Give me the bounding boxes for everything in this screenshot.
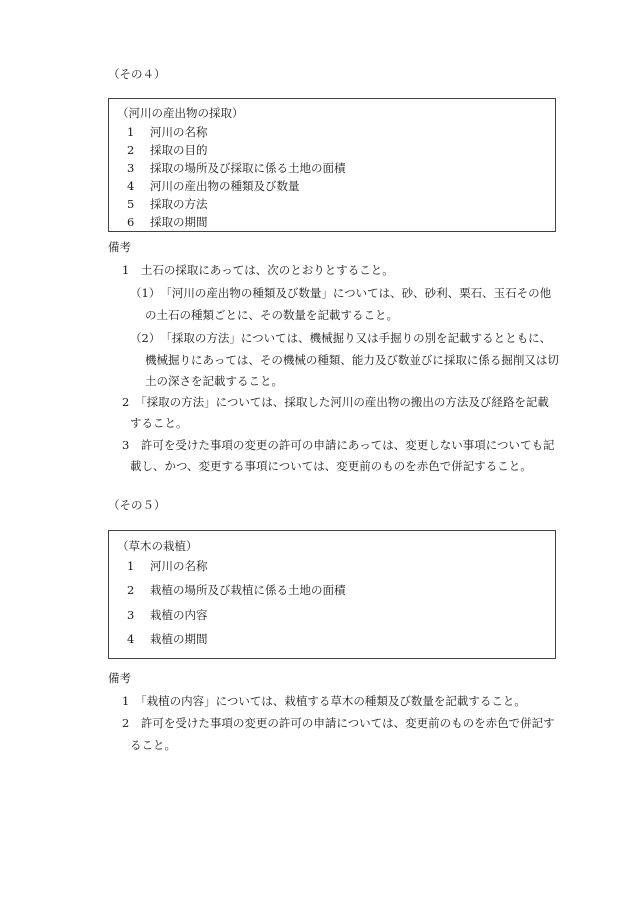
item-number: 3 (127, 608, 135, 622)
section-5-box-title: （草木の栽植） (117, 539, 198, 553)
section-4-notes-heading: 備考 (108, 240, 131, 254)
item-text: 採取の目的 (150, 143, 208, 157)
section-4-box (108, 98, 556, 232)
note-line: （2） 「採取の方法」については、機械掘り又は手掘りの別を記載するとともに、 (130, 331, 552, 345)
note-line: 機械掘りにあっては、その機械の種類、能力及び数並びに採取に係る掘削又は切 (145, 353, 559, 367)
item-text: 河川の名称 (150, 125, 208, 139)
section-4-label: （その４） (108, 67, 166, 81)
note-line: 1 「栽植の内容」については、栽植する草木の種類及び数量を記載すること。 (122, 694, 526, 708)
item-text: 河川の名称 (150, 559, 208, 573)
note-line: 土の深さを記載すること。 (145, 374, 283, 388)
note-line: （1） 「河川の産出物の種類及び数量」については、砂、砂利、栗石、玉石その他 (130, 286, 552, 300)
section-5-label: （その５） (108, 498, 166, 512)
item-number: 1 (127, 559, 135, 573)
note-line: 2 「採取の方法」については、採取した河川の産出物の搬出の方法及び経路を記載 (122, 395, 549, 409)
item-number: 4 (127, 632, 135, 646)
section-5-box (108, 530, 556, 659)
item-text: 河川の産出物の種類及び数量 (150, 179, 300, 193)
item-number: 2 (127, 143, 135, 157)
item-number: 6 (127, 215, 135, 229)
item-number: 5 (127, 197, 135, 211)
item-text: 採取の方法 (150, 197, 208, 211)
note-line: すること。 (130, 416, 188, 430)
note-line: 載し、かつ、変更する事項については、変更前のものを赤色で併記すること。 (130, 459, 532, 473)
item-text: 栽植の内容 (150, 608, 208, 622)
note-line: 3 許可を受けた事項の変更の許可の申請にあっては、変更しない事項についても記 (122, 438, 555, 452)
note-line: 2 許可を受けた事項の変更の許可の申請については、変更前のものを赤色で併記す (122, 716, 555, 730)
item-text: 採取の期間 (150, 215, 208, 229)
item-number: 1 (127, 125, 135, 139)
item-number: 2 (127, 583, 135, 597)
item-text: 栽植の場所及び栽植に係る土地の面積 (150, 583, 346, 597)
item-text: 栽植の期間 (150, 632, 208, 646)
section-4-box-title: （河川の産出物の採取） (117, 106, 244, 120)
note-line: ること。 (130, 738, 176, 752)
note-line: 1 土石の採取にあっては、次のとおりとすること。 (122, 263, 394, 277)
item-number: 3 (127, 161, 135, 175)
item-text: 採取の場所及び採取に係る土地の面積 (150, 161, 346, 175)
note-line: の土石の種類ごとに、その数量を記載すること。 (145, 308, 398, 322)
item-number: 4 (127, 179, 135, 193)
section-5-notes-heading: 備考 (108, 671, 131, 685)
